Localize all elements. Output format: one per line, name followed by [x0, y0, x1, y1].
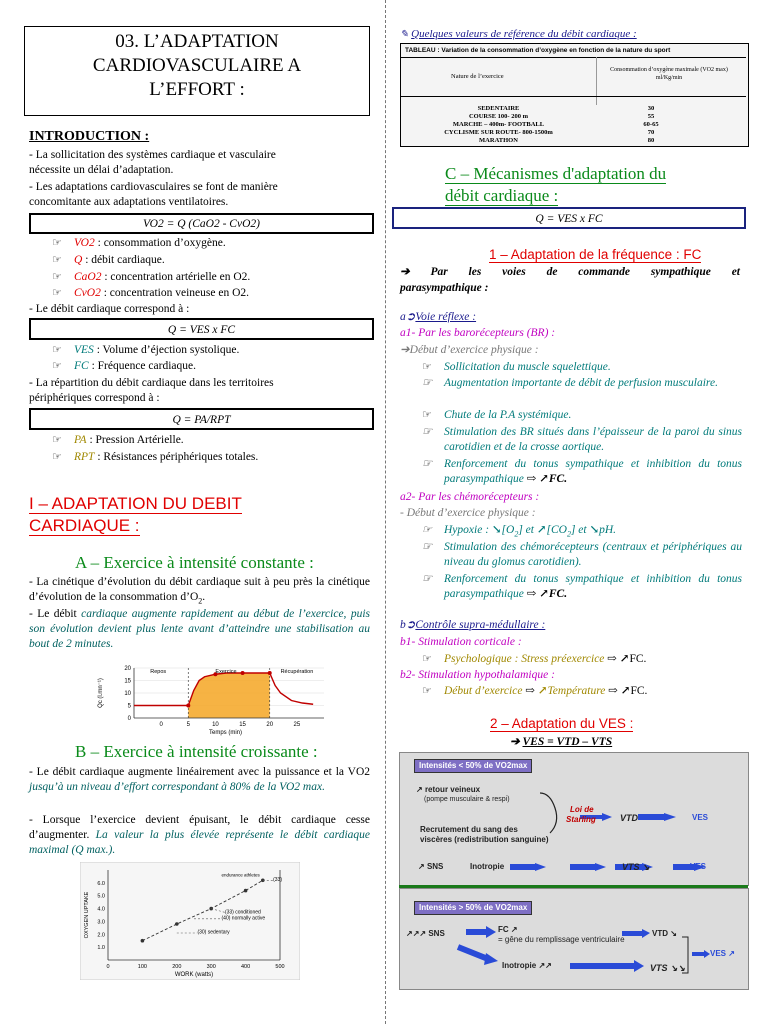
- x-tick-label: 0: [159, 722, 163, 728]
- data-point: [268, 671, 272, 675]
- intensity-high-pill: Intensités > 50% de VO2max: [414, 901, 532, 915]
- arrow-up-icon: ↗: [539, 588, 549, 600]
- arrow-up-icon: ↗: [539, 473, 549, 485]
- arrow-right-icon: ➔: [400, 266, 410, 278]
- a2-heading: a2- Par les chémorécepteurs :: [400, 491, 540, 503]
- intensity-low-pill: Intensités < 50% de VO2max: [414, 759, 532, 773]
- ves-high-label: VES ↗: [710, 949, 735, 958]
- document-title-box: [24, 26, 370, 116]
- intro-para-2b: concomitante aux adaptations ventilatoires.: [29, 196, 229, 208]
- y-tick-label: 3.0: [97, 919, 105, 926]
- pointing-hand-icon: ☞: [52, 287, 62, 299]
- b1-heading: b1- Stimulation corticale :: [400, 636, 522, 648]
- vts-label: VTS ↘: [622, 862, 650, 872]
- ves-label-1: VES: [692, 813, 709, 822]
- a2-start: - Début d’exercice physique :: [400, 507, 536, 519]
- x-tick-label: 25: [293, 722, 301, 728]
- a2-hypoxie: ☞ Hypoxie : $↘[O_2]$ et $↗[CO_2]$ et ↘pH.: [422, 524, 617, 539]
- arrow-right-icon: ➔: [400, 344, 410, 356]
- x-tick-label: 0: [106, 964, 110, 970]
- a1-item: ☞ Sollicitation du muscle squelettique.: [422, 361, 611, 373]
- section-b-heading: B – Exercice à intensité croissante :: [75, 742, 318, 761]
- pointing-hand-icon: ☞: [422, 685, 432, 697]
- table-row-sport: MARATHON: [479, 137, 518, 144]
- ves-diagram-low-intensity: [399, 752, 749, 886]
- intro-para-4a: - La répartition du débit cardiaque dans les territoires: [29, 377, 274, 389]
- y-tick-label: 6.0: [97, 880, 105, 887]
- recrutement-label-b: viscères (redistribution sanguine): [420, 835, 549, 844]
- annotation-label: endurance athletes: [221, 872, 260, 878]
- arrow-up-icon: ↗↗: [538, 961, 552, 970]
- def-ves: ☞ VES : Volume d’éjection systolique.: [52, 344, 240, 356]
- voie-reflexe-title: a➲Voie réflexe :: [400, 311, 477, 323]
- y-tick-label: 4.0: [97, 906, 105, 913]
- x-tick-label: 20: [266, 722, 274, 728]
- section-1-heading-line-1: I – ADAPTATION DU DEBIT: [29, 494, 242, 513]
- pointing-hand-icon: ☞: [52, 360, 62, 372]
- table-row-value: 60-65: [643, 121, 659, 128]
- reference-table: [400, 43, 749, 147]
- retour-veineux-label: ↗ retour veineux: [416, 785, 481, 794]
- fc-sub-label: = gêne du remplissage ventriculaire: [498, 935, 625, 944]
- arrow-up-icon: ↗: [620, 685, 631, 697]
- b1-item: ☞ Psychologique : Stress préexercice ⇨ ↗FC.: [422, 653, 647, 665]
- arrow-up-icon: ↗: [416, 785, 423, 794]
- data-point: [244, 889, 248, 893]
- table-row-value: 80: [647, 137, 655, 144]
- a2-item: ☞ Stimulation des chémorécepteurs (centraux et périphériques au niveau du glomus carotidien).: [422, 541, 742, 568]
- arrow-right-icon: ➔: [510, 736, 520, 748]
- table-row-sport: MARCHE – 400m- FOOTBALL: [452, 121, 545, 128]
- table-row-sport: CYCLISME SUR ROUTE- 800-1500m: [444, 129, 553, 136]
- intro-para-2a: - Les adaptations cardiovasculaires se font de manière: [29, 181, 278, 193]
- equation-q-c: Q = VES x FC: [392, 207, 746, 229]
- table-row-value: 30: [647, 105, 655, 112]
- fc-label: FC ↗: [498, 925, 518, 934]
- table-caption: TABLEAU : Variation de la consommation d’oxygène en fonction de la nature du sport: [405, 47, 671, 54]
- chart-oxygen-uptake-work: [80, 862, 300, 980]
- a1-item: ☞ Chute de la P.A systémique.: [422, 409, 572, 421]
- phase-label: Récupération: [280, 669, 314, 675]
- pointing-hand-icon: ☞: [422, 409, 432, 421]
- def-rpt: ☞ RPT : Résistances périphériques totales.: [52, 451, 259, 463]
- annotation-label: (33): [273, 876, 283, 883]
- y-tick-label: 5.0: [97, 893, 105, 900]
- starling-label-a: Loi de: [570, 805, 594, 814]
- def-cvo2: ☞ CvO2 : concentration veineuse en O2.: [52, 287, 250, 299]
- section-c-heading-line-2: débit cardiaque :: [445, 186, 559, 205]
- intro-para-3: - Le débit cardiaque correspond à :: [29, 303, 190, 315]
- x-tick-label: 500: [275, 964, 285, 970]
- y-tick-label: 5: [127, 703, 131, 710]
- y-axis-label: OXYGEN UPTAKE: [84, 891, 90, 939]
- arrow-down-icon: ↘: [589, 524, 600, 536]
- y-tick-label: 20: [124, 666, 131, 672]
- checkbox-icon: ✎: [400, 29, 409, 40]
- arrow-up-icon: ↗: [536, 524, 547, 536]
- arrow-up-icon: ↗: [537, 685, 548, 697]
- controle-supra-title: b➲Contrôle supra-médullaire :: [400, 619, 546, 631]
- data-point: [175, 922, 179, 926]
- pointing-hand-icon: ☞: [52, 254, 62, 266]
- chart-cardiac-output-constant: [94, 660, 334, 740]
- a1-item: ☞ Renforcement du tonus sympathique et inhibition du tonus parasympathique ⇨ ↗FC.: [422, 458, 742, 485]
- pointing-hand-icon: ☞: [422, 541, 433, 553]
- subsection-1-intro-a: ➔ Par les voies de commande sympathique et: [400, 266, 740, 278]
- pointing-hand-icon: ☞: [52, 237, 62, 249]
- pointing-hand-icon: ☞: [422, 361, 432, 373]
- b2-item: ☞ Début d’exercice ⇨ ↗Température ⇨ ↗FC.: [422, 685, 648, 697]
- arrow-up-icon: ↗: [728, 949, 735, 958]
- def-fc: ☞ FC : Fréquence cardiaque.: [52, 360, 196, 372]
- table-row-value: 55: [647, 113, 655, 120]
- b2-heading: b2- Stimulation hypothalamique :: [400, 669, 555, 681]
- data-point: [141, 939, 145, 943]
- a1-item: ☞ Stimulation des BR situés dans l’épaisseur de la paroi du sinus carotidien et de la crosse aortique.: [422, 426, 742, 453]
- arrow-up-icon: ↗: [418, 862, 425, 871]
- a1-start: ➔Début d’exercice physique :: [400, 344, 539, 356]
- table-column-vo2max: Consommation d’oxygène maximale (VO2 max) ml/Kg/min: [610, 67, 728, 81]
- data-point: [241, 671, 245, 675]
- annotation-label: (33) conditioned: [224, 909, 261, 916]
- equation-pa-rpt: Q = PA/RPT: [29, 408, 374, 430]
- arrow-up-icon: ↗: [619, 653, 630, 665]
- arrow-outline-icon: ⇨: [526, 473, 537, 485]
- section-1-heading-line-2: CARDIAQUE :: [29, 516, 140, 535]
- inotropie-high-label: Inotropie ↗↗: [502, 961, 552, 970]
- annotation-label: (40) normally active: [221, 915, 266, 922]
- y-tick-label: 0: [127, 716, 131, 722]
- vts-high-label: VTS ↘↘: [650, 963, 686, 973]
- def-cao2: ☞ CaO2 : concentration artérielle en O2.: [52, 271, 251, 283]
- arrow-down-icon: ↘: [491, 524, 502, 536]
- section-a-para-1: - La cinétique d’évolution du débit cardiaque suit à peu près la cinétique d’évolution de la consommation $d’O_2$.: [29, 576, 370, 606]
- equation-q: Q = VES x FC: [29, 318, 374, 340]
- phase-label: Repos: [150, 669, 167, 675]
- x-tick-label: 15: [239, 722, 246, 728]
- pointing-hand-icon: ☞: [52, 271, 62, 283]
- chart-background: [80, 862, 300, 980]
- annotation-label: (30) sedentary: [197, 929, 230, 936]
- section-b-para-2: - Lorsque l’exercice devient épuisant, le débit cardiaque cesse d’augmenter. La valeur la plus élevée représente le débit cardiaque maximal (Q max.).: [29, 814, 370, 856]
- y-tick-label: 15: [124, 678, 131, 685]
- def-q: ☞ Q : débit cardiaque.: [52, 254, 165, 266]
- arrow-outline-icon: ⇨: [525, 685, 535, 697]
- title-line-1: 03. L’ADAPTATION: [115, 31, 279, 52]
- vtd-label: VTD: [620, 813, 638, 823]
- subsection-1-heading: 1 – Adaptation de la fréquence : FC: [489, 247, 702, 262]
- y-tick-label: 10: [124, 691, 131, 697]
- table-row-sport: COURSE 100- 200 m: [468, 113, 529, 120]
- intro-heading: INTRODUCTION :: [29, 129, 150, 144]
- arrow-up-icon: ↗↗↗: [406, 929, 427, 938]
- x-tick-label: 200: [172, 964, 182, 970]
- pointing-hand-icon: ☞: [422, 377, 433, 389]
- arrow-outline-icon: ⇨: [526, 588, 537, 600]
- pointing-hand-icon: ☞: [422, 426, 433, 438]
- column-divider: [385, 0, 386, 1024]
- a1-heading: a1- Par les barorécepteurs (BR) :: [400, 327, 556, 339]
- reference-values-heading: ✎ Quelques valeurs de référence du débit cardiaque :: [400, 28, 637, 40]
- subsection-2-heading: 2 – Adaptation du VES :: [490, 716, 634, 731]
- data-point: [186, 704, 190, 708]
- a2-item: ☞ Renforcement du tonus sympathique et inhibition du tonus parasympathique ⇨ ↗FC.: [422, 573, 742, 600]
- equation-vo2: VO2 = Q (CaO2 - CvO2): [29, 213, 374, 234]
- arrow-outline-icon: ⇨: [608, 685, 618, 697]
- x-tick-label: 400: [241, 964, 251, 970]
- pointing-hand-icon: ☞: [52, 344, 62, 356]
- pointing-hand-icon: ☞: [52, 434, 62, 446]
- def-pa: ☞ PA : Pression Artérielle.: [52, 434, 184, 446]
- table-row-value: 70: [647, 129, 655, 136]
- phase-label: Exercice: [215, 669, 237, 675]
- x-axis-label: Temps (min): [209, 730, 243, 736]
- arrow-down-icon: ↘: [642, 862, 650, 872]
- title-line-3: L’EFFORT :: [149, 79, 245, 100]
- data-point: [209, 907, 213, 911]
- y-tick-label: 2.0: [97, 932, 105, 939]
- table-row-sport: SEDENTAIRE: [477, 105, 520, 112]
- x-tick-label: 10: [212, 722, 219, 728]
- arrow-up-icon: ↗: [510, 925, 518, 934]
- vtd-high-label: VTD ↘: [652, 929, 677, 938]
- intro-para-1b: nécessite un délai d’adaptation.: [29, 164, 174, 176]
- pointing-hand-icon: ☞: [422, 524, 432, 536]
- x-tick-label: 100: [137, 964, 147, 970]
- x-axis-label: WORK (watts): [174, 972, 214, 978]
- a1-item: ☞ Augmentation importante de débit de perfusion musculaire.: [422, 377, 718, 389]
- circle-arrow-icon: ➲: [405, 311, 416, 323]
- circle-arrow-icon: ➲: [405, 619, 416, 631]
- sns-label: ↗ SNS: [418, 862, 444, 871]
- section-c-heading-line-1: C – Mécanismes d'adaptation du: [445, 164, 667, 183]
- pointing-hand-icon: ☞: [52, 451, 62, 463]
- arrow-down-icon: ↘: [670, 929, 677, 938]
- inotropie-label: Inotropie: [470, 862, 505, 871]
- sns-high-label: ↗↗↗ SNS: [406, 929, 445, 938]
- intro-para-4b: périphériques correspond à :: [29, 392, 160, 404]
- recrutement-label-a: Recrutement du sang des: [420, 825, 518, 834]
- section-a-para-2: - Le débit cardiaque augmente rapidement au début de l’exercice, puis son évolution devient plus lente avant d’atteindre une stabilisation au bout de 2 minutes.: [29, 608, 370, 650]
- ves-diagram-high-intensity: [399, 888, 749, 990]
- section-a-heading: A – Exercice à intensité constante :: [75, 553, 314, 572]
- table-column-sport: Nature de l’exercice: [451, 73, 504, 80]
- title-line-2: CARDIOVASCULAIRE A: [92, 55, 302, 76]
- def-vo2: ☞ VO2 : consommation d’oxygène.: [52, 237, 226, 249]
- pointing-hand-icon: ☞: [422, 653, 432, 665]
- y-axis-label: Qc (l.mn⁻¹): [98, 678, 104, 708]
- y-tick-label: 1.0: [97, 945, 105, 952]
- retour-veineux-sub: (pompe musculaire & respi): [424, 796, 510, 803]
- pointing-hand-icon: ☞: [422, 458, 433, 470]
- ves-label-2: VES: [690, 862, 707, 871]
- arrow-outline-icon: ⇨: [607, 653, 617, 665]
- starling-label-b: Starling: [566, 815, 596, 824]
- intro-para-1a: - La sollicitation des systèmes cardiaque et vasculaire: [29, 149, 276, 161]
- subsection-2-equation: ➔ VES = VTD – VTS: [510, 736, 613, 748]
- x-tick-label: 300: [206, 964, 216, 970]
- pointing-hand-icon: ☞: [422, 573, 433, 585]
- section-b-para-1: - Le débit cardiaque augmente linéairement avec la puissance et la VO2 jusqu’à un niveau d’effort correspondant à 80% de la VO2 max.: [29, 766, 370, 793]
- arrow-down-icon: ↘↘: [670, 963, 686, 973]
- subsection-1-intro-b: parasympathique :: [400, 282, 489, 294]
- x-tick-label: 5: [186, 722, 190, 728]
